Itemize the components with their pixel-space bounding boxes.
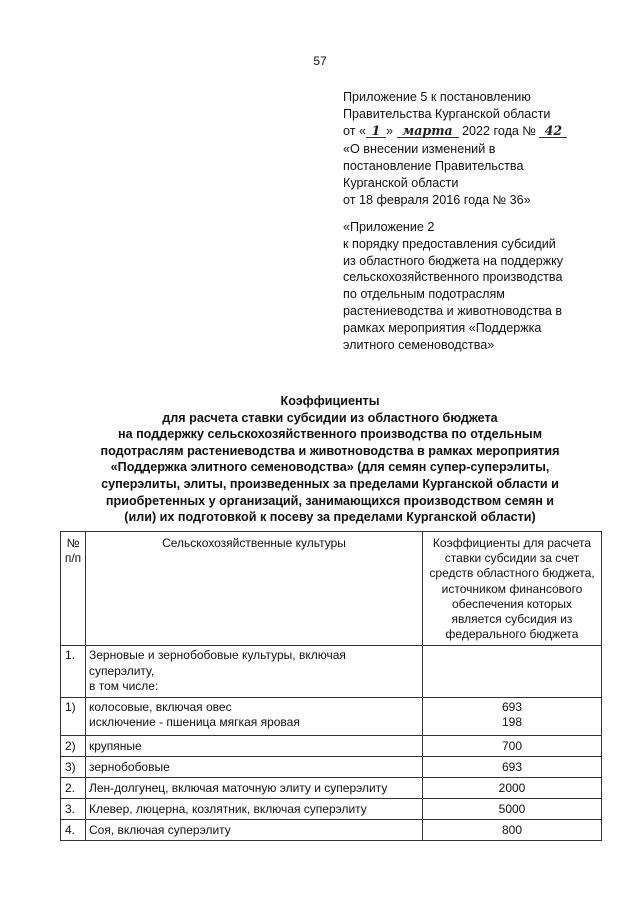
appendix2-line: рамках мероприятия «Поддержка (343, 320, 542, 335)
title-line: (или) их подготовкой к посеву за пределами Курганской области) (124, 510, 536, 525)
title-line: приобретенных у организаций, занимающихся производством семян и (105, 493, 555, 508)
title-line: суперэлиты, элиты, произведенных за пределами Курганской области и (101, 476, 559, 491)
title-line: Коэффициенты (280, 394, 380, 408)
appendix-2-header (343, 219, 633, 353)
title-line: для расчета ставки субсидии из областного бюджета (162, 410, 498, 425)
appendix-line: Приложение 5 к постановлению (343, 90, 531, 104)
appendix2-line: к порядку предоставления субсидий (343, 236, 556, 251)
row-number: 4. (61, 819, 86, 840)
row-value: 800 (423, 819, 602, 840)
header-crop: Сельскохозяйственные культуры (86, 532, 423, 646)
row-crop: крупяные (86, 735, 423, 756)
row-crop: Лен-долгунец, включая маточную элиту и суперэлиту (86, 777, 423, 798)
appendix-line: от 18 февраля 2016 года № 36» (343, 193, 531, 208)
appendix2-line: «Приложение 2 (343, 220, 435, 234)
document-title (40, 393, 620, 526)
row-number: 2) (61, 735, 86, 756)
appendix2-line: сельскохозяйственного производства (343, 270, 563, 285)
row-number: 3. (61, 798, 86, 819)
row-crop: Клевер, люцерна, козлятник, включая суперэлиту (86, 798, 423, 819)
row-value: 693 (423, 756, 602, 777)
table-row (61, 646, 602, 698)
table-row (61, 756, 602, 777)
value-line: 693 (501, 699, 523, 714)
handwritten-month: марта (397, 124, 459, 138)
handwritten-number: 42 (539, 124, 567, 138)
row-number: 1. (61, 646, 86, 698)
appendix2-line: элитного семеноводства» (343, 337, 495, 352)
coefficients-table (60, 531, 602, 841)
row-crop: зернобобовые (86, 756, 423, 777)
table-row (61, 697, 602, 735)
appendix-date-line (343, 123, 633, 140)
row-crop: Соя, включая суперэлиту (86, 819, 423, 840)
appendix-line: Правительства Курганской области (343, 107, 551, 122)
row-number: 3) (61, 756, 86, 777)
appendix2-line: растениеводства и животноводства в (343, 303, 563, 318)
row-crop (86, 646, 423, 698)
row-number: 2. (61, 777, 86, 798)
row-crop (86, 697, 423, 735)
crop-line: колосовые, включая овес (89, 699, 232, 714)
row-value (423, 697, 602, 735)
header-number: № п/п (61, 532, 86, 646)
value-line: 198 (501, 714, 523, 729)
table-row (61, 819, 602, 840)
table-header-row (61, 532, 602, 646)
table-row (61, 735, 602, 756)
appendix-line: Курганской области (343, 176, 459, 191)
crop-line: суперэлиту, (89, 663, 155, 678)
page-number: 57 (313, 54, 327, 68)
date-year: 2022 года № (462, 124, 536, 139)
row-value (423, 646, 602, 698)
crop-line: Зерновые и зернобобовые культуры, включая (89, 648, 346, 662)
appendix-line: постановление Правительства (343, 158, 524, 173)
crop-line: в том числе: (89, 679, 159, 693)
appendix-5-header (343, 89, 633, 209)
row-value: 700 (423, 735, 602, 756)
date-prefix: от « (343, 124, 366, 139)
title-line: «Поддержка элитного семеноводства» (для семян супер-суперэлиты, (110, 460, 550, 475)
date-mid: » (386, 124, 394, 139)
appendix2-line: из областного бюджета на поддержку (343, 253, 564, 268)
table-row (61, 798, 602, 819)
appendix2-line: по отдельным подотраслям (343, 287, 505, 302)
row-value: 2000 (423, 777, 602, 798)
title-line: подотраслям растениеводства и животноводства в рамках мероприятия (100, 443, 560, 458)
appendix-line: «О внесении изменений в (343, 141, 496, 156)
table-row (61, 777, 602, 798)
handwritten-day: 1 (366, 124, 386, 138)
header-coefficient: Коэффициенты для расчета ставки субсидии за счет средств областного бюджета, источником финансового обеспечения которых является субсидия из федерального бюджета (423, 532, 602, 646)
title-line: на поддержку сельскохозяйственного производства по отдельным (117, 427, 543, 442)
crop-line: исключение - пшеница мягкая яровая (89, 714, 300, 729)
row-number: 1) (61, 697, 86, 735)
row-value: 5000 (423, 798, 602, 819)
